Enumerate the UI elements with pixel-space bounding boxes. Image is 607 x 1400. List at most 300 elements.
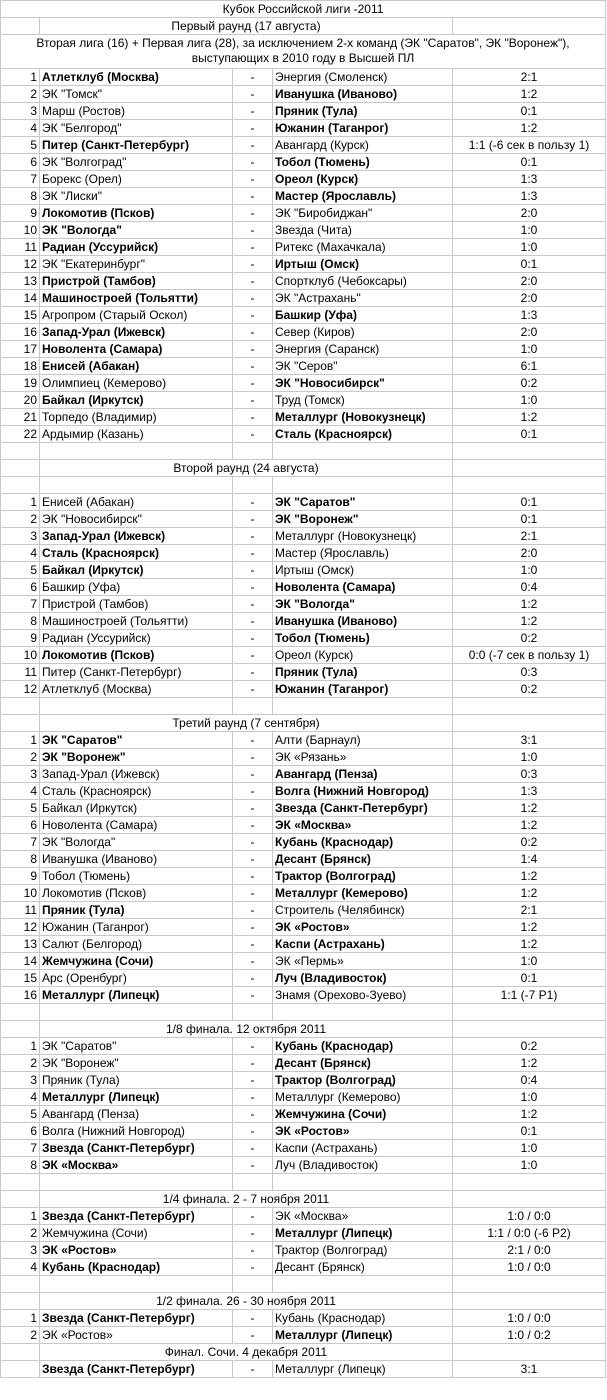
match-number: 17: [0, 341, 39, 357]
home-team: ЭК "Екатеринбург": [39, 256, 271, 272]
match-number: 2: [0, 1055, 39, 1071]
home-team: Пристрой (Тамбов): [39, 596, 271, 612]
match-separator: -: [232, 613, 272, 629]
match-score: 1:0: [452, 1140, 606, 1156]
match-score: 1:2: [452, 919, 606, 935]
match-score: 3:1: [452, 732, 606, 748]
match-score: 0:3: [452, 766, 606, 782]
match-score: 1:3: [452, 188, 606, 204]
match-separator: -: [232, 171, 272, 187]
blank-cell: [0, 1293, 39, 1309]
home-team: Запад-Урал (Ижевск): [39, 528, 271, 544]
home-team: Байкал (Иркутск): [39, 392, 271, 408]
round-header: Второй раунд (24 августа): [39, 460, 452, 476]
home-team: Металлург (Липецк): [39, 1089, 271, 1105]
away-team: Башкир (Уфа): [272, 307, 452, 323]
match-separator: -: [232, 120, 272, 136]
home-team: Авангард (Пенза): [39, 1106, 271, 1122]
match-score: 1:0: [452, 239, 606, 255]
home-team: Башкир (Уфа): [39, 579, 271, 595]
home-team: Арс (Оренбург): [39, 970, 271, 986]
home-team: Байкал (Иркутск): [39, 800, 271, 816]
match-separator: -: [232, 1242, 272, 1258]
match-row: [0, 1360, 606, 1377]
match-separator: -: [232, 970, 272, 986]
match-number: 20: [0, 392, 39, 408]
match-score: 1:0 / 0:0: [452, 1259, 606, 1275]
round-header: 1/2 финала. 26 - 30 ноября 2011: [39, 1293, 452, 1309]
home-team: Атлетклуб (Москва): [39, 69, 271, 85]
match-row: [0, 357, 606, 374]
match-number: 9: [0, 630, 39, 646]
away-team: Ритекс (Махачкала): [272, 239, 452, 255]
blank-cell: [0, 1191, 39, 1207]
match-row: [0, 952, 606, 969]
match-separator: -: [232, 307, 272, 323]
away-team: Десант (Брянск): [272, 1055, 452, 1071]
match-number: 8: [0, 851, 39, 867]
match-number: 6: [0, 154, 39, 170]
blank-cell: [452, 1344, 606, 1360]
away-team: ЭК «Ростов»: [272, 1123, 452, 1139]
home-team: Запад-Урал (Ижевск): [39, 324, 271, 340]
match-number: 2: [0, 1225, 39, 1241]
match-number: 7: [0, 171, 39, 187]
match-separator: -: [232, 341, 272, 357]
away-team: Знамя (Орехово-Зуево): [272, 987, 452, 1003]
blank-cell: [272, 698, 452, 714]
match-score: 2:0: [452, 273, 606, 289]
match-row: [0, 323, 606, 340]
away-team: Авангард (Пенза): [272, 766, 452, 782]
home-team: Звезда (Санкт-Петербург): [39, 1208, 271, 1224]
away-team: Труд (Томск): [272, 392, 452, 408]
match-number: 11: [0, 664, 39, 680]
home-team: ЭК "Воронеж": [39, 749, 271, 765]
away-team: ЭК «Рязань»: [272, 749, 452, 765]
match-row: [0, 1139, 606, 1156]
match-score: 1:2: [452, 1106, 606, 1122]
match-number: 14: [0, 290, 39, 306]
blank-cell: [0, 1174, 39, 1190]
match-score: 1:0: [452, 341, 606, 357]
match-number: 1: [0, 1208, 39, 1224]
match-row: [0, 119, 606, 136]
away-team: Десант (Брянск): [272, 1259, 452, 1275]
match-row: [0, 136, 606, 153]
home-team: Олимпиец (Кемерово): [39, 375, 271, 391]
blank-cell: [0, 1004, 39, 1020]
home-team: ЭК "Вологда": [39, 222, 271, 238]
match-row: [0, 1071, 606, 1088]
match-separator: -: [232, 1157, 272, 1173]
match-number: 14: [0, 953, 39, 969]
match-score: 1:2: [452, 868, 606, 884]
match-row: [0, 595, 606, 612]
blank-cell: [272, 1174, 452, 1190]
home-team: Байкал (Иркутск): [39, 562, 271, 578]
away-team: Металлург (Новокузнецк): [272, 528, 452, 544]
match-separator: -: [232, 222, 272, 238]
match-score: 1:2: [452, 86, 606, 102]
match-score: 1:2: [452, 800, 606, 816]
match-row: [0, 544, 606, 561]
away-team: Иртыш (Омск): [272, 256, 452, 272]
match-number: 1: [0, 1310, 39, 1326]
match-number: 5: [0, 137, 39, 153]
match-number: 6: [0, 817, 39, 833]
blank-row: [0, 442, 606, 459]
match-separator: -: [232, 1140, 272, 1156]
match-separator: -: [232, 834, 272, 850]
round-header: Финал. Сочи. 4 декабря 2011: [39, 1344, 452, 1360]
round-header-row: [0, 1020, 606, 1037]
match-score: 1:3: [452, 307, 606, 323]
away-team: Кубань (Краснодар): [272, 834, 452, 850]
blank-cell: [0, 18, 39, 34]
match-separator: -: [232, 1259, 272, 1275]
match-row: [0, 680, 606, 697]
blank-cell: [452, 1276, 606, 1292]
match-row: [0, 340, 606, 357]
home-team: Енисей (Абакан): [39, 358, 271, 374]
round-header: 1/8 финала. 12 октября 2011: [39, 1021, 452, 1037]
home-team: ЭК "Вологда": [39, 834, 271, 850]
match-score: 1:2: [452, 409, 606, 425]
match-row: [0, 918, 606, 935]
blank-cell: [0, 1021, 39, 1037]
match-row: [0, 68, 606, 85]
home-team: ЭК «Ростов»: [39, 1327, 271, 1343]
match-separator: -: [232, 664, 272, 680]
match-row: [0, 391, 606, 408]
match-score: 1:2: [452, 817, 606, 833]
match-separator: -: [232, 851, 272, 867]
match-separator: -: [232, 783, 272, 799]
home-team: Борекс (Орел): [39, 171, 271, 187]
away-team: Кубань (Краснодар): [272, 1310, 452, 1326]
away-team: Спортклуб (Чебоксары): [272, 273, 452, 289]
home-team: ЭК "Белгород": [39, 120, 271, 136]
match-number: 10: [0, 647, 39, 663]
match-separator: -: [232, 868, 272, 884]
away-team: Ореол (Курск): [272, 647, 452, 663]
match-score: 1:3: [452, 171, 606, 187]
match-separator: -: [232, 494, 272, 510]
match-number: 3: [0, 766, 39, 782]
blank-cell: [0, 698, 39, 714]
match-score: 2:1: [452, 902, 606, 918]
away-team: Строитель (Челябинск): [272, 902, 452, 918]
match-number: 5: [0, 562, 39, 578]
match-number: 22: [0, 426, 39, 442]
match-number: 11: [0, 902, 39, 918]
match-separator: -: [232, 936, 272, 952]
match-row: [0, 816, 606, 833]
match-row: [0, 884, 606, 901]
blank-cell: [452, 715, 606, 731]
blank-row: [0, 1173, 606, 1190]
match-row: [0, 85, 606, 102]
away-team: Иванушка (Иваново): [272, 86, 452, 102]
match-separator: -: [232, 1072, 272, 1088]
round-header-row: [0, 1190, 606, 1207]
blank-row: [0, 697, 606, 714]
match-score: 2:1 / 0:0: [452, 1242, 606, 1258]
away-team: ЭК «Москва»: [272, 1208, 452, 1224]
match-separator: -: [232, 1123, 272, 1139]
blank-cell: [232, 1004, 272, 1020]
home-team: Звезда (Санкт-Петербург): [39, 1310, 271, 1326]
match-separator: -: [232, 885, 272, 901]
home-team: Кубань (Краснодар): [39, 1259, 271, 1275]
match-separator: -: [232, 1327, 272, 1343]
blank-cell: [452, 18, 606, 34]
match-row: [0, 306, 606, 323]
match-row: [0, 646, 606, 663]
match-score: 1:3: [452, 783, 606, 799]
blank-cell: [232, 698, 272, 714]
match-number: 13: [0, 936, 39, 952]
home-team: Звезда (Санкт-Петербург): [39, 1361, 271, 1377]
match-row: [0, 1105, 606, 1122]
blank-cell: [452, 1293, 606, 1309]
home-team: Пряник (Тула): [39, 902, 271, 918]
match-number: 7: [0, 596, 39, 612]
home-team: Звезда (Санкт-Петербург): [39, 1140, 271, 1156]
home-team: Тобол (Тюмень): [39, 868, 271, 884]
match-row: [0, 1207, 606, 1224]
away-team: Луч (Владивосток): [272, 970, 452, 986]
match-number: 6: [0, 579, 39, 595]
match-number: 12: [0, 256, 39, 272]
match-score: 1:2: [452, 1055, 606, 1071]
match-score: 6:1: [452, 358, 606, 374]
match-separator: -: [232, 69, 272, 85]
match-row: [0, 493, 606, 510]
match-score: 0:0 (-7 сек в пользу 1): [452, 647, 606, 663]
away-team: Звезда (Санкт-Петербург): [272, 800, 452, 816]
round-header: Третий раунд (7 сентября): [39, 715, 452, 731]
home-team: Волга (Нижний Новгород): [39, 1123, 271, 1139]
away-team: Металлург (Кемерово): [272, 1089, 452, 1105]
match-separator: -: [232, 358, 272, 374]
match-score: 2:1: [452, 528, 606, 544]
match-separator: -: [232, 562, 272, 578]
away-team: Энергия (Саранск): [272, 341, 452, 357]
match-separator: -: [232, 137, 272, 153]
match-number: 4: [0, 120, 39, 136]
match-separator: -: [232, 1310, 272, 1326]
match-separator: -: [232, 205, 272, 221]
match-row: [0, 1037, 606, 1054]
away-team: Ореол (Курск): [272, 171, 452, 187]
blank-cell: [0, 477, 39, 493]
away-team: Жемчужина (Сочи): [272, 1106, 452, 1122]
match-number: 8: [0, 613, 39, 629]
match-separator: -: [232, 409, 272, 425]
home-team: Локомотив (Псков): [39, 205, 271, 221]
match-separator: -: [232, 987, 272, 1003]
match-number: 4: [0, 783, 39, 799]
match-row: [0, 204, 606, 221]
match-row: [0, 374, 606, 391]
match-separator: -: [232, 630, 272, 646]
away-team: ЭК "Серов": [272, 358, 452, 374]
match-number: 2: [0, 86, 39, 102]
match-separator: -: [232, 511, 272, 527]
match-score: 1:1 / 0:0 (-6 Р2): [452, 1225, 606, 1241]
match-row: [0, 1309, 606, 1326]
match-score: 1:0: [452, 222, 606, 238]
match-separator: -: [232, 579, 272, 595]
match-separator: -: [232, 290, 272, 306]
match-score: 1:0: [452, 562, 606, 578]
match-score: 1:2: [452, 936, 606, 952]
match-number: 10: [0, 885, 39, 901]
match-number: 8: [0, 1157, 39, 1173]
away-team: Пряник (Тула): [272, 103, 452, 119]
blank-cell: [452, 1191, 606, 1207]
away-team: ЭК "Вологда": [272, 596, 452, 612]
match-separator: -: [232, 681, 272, 697]
match-score: 1:0 / 0:2: [452, 1327, 606, 1343]
match-score: 1:2: [452, 596, 606, 612]
match-score: 0:2: [452, 375, 606, 391]
match-row: [0, 289, 606, 306]
away-team: Звезда (Чита): [272, 222, 452, 238]
round-header-row: [0, 17, 606, 34]
away-team: Трактор (Волгоград): [272, 1242, 452, 1258]
match-separator: -: [232, 154, 272, 170]
match-number: 6: [0, 1123, 39, 1139]
home-team: Локомотив (Псков): [39, 647, 271, 663]
match-number: 2: [0, 1327, 39, 1343]
match-score: 0:2: [452, 630, 606, 646]
match-separator: -: [232, 596, 272, 612]
match-number: 16: [0, 987, 39, 1003]
match-row: [0, 1156, 606, 1173]
match-number: [0, 1361, 39, 1377]
blank-row: [0, 1003, 606, 1020]
table-bottom-border: [0, 1377, 606, 1378]
match-row: [0, 833, 606, 850]
home-team: Радиан (Уссурийск): [39, 630, 271, 646]
match-row: [0, 901, 606, 918]
match-row: [0, 986, 606, 1003]
match-score: 2:0: [452, 324, 606, 340]
away-team: Металлург (Новокузнецк): [272, 409, 452, 425]
match-score: 1:4: [452, 851, 606, 867]
home-team: Машиностроей (Тольятти): [39, 290, 271, 306]
match-row: [0, 1326, 606, 1343]
away-team: Металлург (Липецк): [272, 1327, 452, 1343]
match-score: 2:0: [452, 545, 606, 561]
home-team: Новолента (Самара): [39, 817, 271, 833]
away-team: Каспи (Астрахань): [272, 936, 452, 952]
away-team: Десант (Брянск): [272, 851, 452, 867]
match-row: [0, 782, 606, 799]
match-row: [0, 1088, 606, 1105]
match-separator: -: [232, 766, 272, 782]
blank-cell: [0, 443, 39, 459]
blank-cell: [272, 443, 452, 459]
home-team: Сталь (Красноярск): [39, 545, 271, 561]
match-number: 5: [0, 800, 39, 816]
home-team: Машиностроей (Тольятти): [39, 613, 271, 629]
match-score: 0:1: [452, 970, 606, 986]
match-row: [0, 663, 606, 680]
match-row: [0, 765, 606, 782]
match-row: [0, 153, 606, 170]
match-separator: -: [232, 902, 272, 918]
home-team: Атлетклуб (Москва): [39, 681, 271, 697]
match-number: 5: [0, 1106, 39, 1122]
away-team: Мастер (Ярославль): [272, 545, 452, 561]
match-score: 1:2: [452, 885, 606, 901]
away-team: Энергия (Смоленск): [272, 69, 452, 85]
match-separator: -: [232, 732, 272, 748]
away-team: Иртыш (Омск): [272, 562, 452, 578]
match-row: [0, 1054, 606, 1071]
match-separator: -: [232, 1208, 272, 1224]
blank-cell: [452, 477, 606, 493]
match-number: 13: [0, 273, 39, 289]
match-number: 21: [0, 409, 39, 425]
blank-cell: [452, 698, 606, 714]
match-score: 0:2: [452, 1038, 606, 1054]
home-team: ЭК «Москва»: [39, 1157, 271, 1173]
match-separator: -: [232, 1225, 272, 1241]
away-team: Металлург (Липецк): [272, 1225, 452, 1241]
round-header-row: [0, 1343, 606, 1360]
away-team: Южанин (Таганрог): [272, 120, 452, 136]
home-team: Радиан (Уссурийск): [39, 239, 271, 255]
blank-cell: [0, 715, 39, 731]
match-score: 1:2: [452, 613, 606, 629]
home-team: ЭК "Лиски": [39, 188, 271, 204]
away-team: Металлург (Кемерово): [272, 885, 452, 901]
blank-cell: [232, 443, 272, 459]
match-number: 12: [0, 681, 39, 697]
away-team: Трактор (Волгоград): [272, 868, 452, 884]
blank-cell: [452, 1004, 606, 1020]
away-team: ЭК "Новосибирск": [272, 375, 452, 391]
match-separator: -: [232, 749, 272, 765]
away-team: ЭК "Воронеж": [272, 511, 452, 527]
round-header-row: [0, 1292, 606, 1309]
match-separator: -: [232, 239, 272, 255]
match-row: [0, 969, 606, 986]
match-number: 1: [0, 732, 39, 748]
match-row: [0, 578, 606, 595]
home-team: Торпедо (Владимир): [39, 409, 271, 425]
away-team: ЭК "Биробиджан": [272, 205, 452, 221]
home-team: Запад-Урал (Ижевск): [39, 766, 271, 782]
match-score: 0:1: [452, 154, 606, 170]
match-score: 3:1: [452, 1361, 606, 1377]
blank-cell: [452, 443, 606, 459]
match-separator: -: [232, 375, 272, 391]
away-team: Новолента (Самара): [272, 579, 452, 595]
round-header: 1/4 финала. 2 - 7 ноября 2011: [39, 1191, 452, 1207]
blank-cell: [272, 1276, 452, 1292]
match-number: 18: [0, 358, 39, 374]
away-team: Алти (Барнаул): [272, 732, 452, 748]
match-number: 15: [0, 307, 39, 323]
home-team: Пряник (Тула): [39, 1072, 271, 1088]
match-score: 0:1: [452, 256, 606, 272]
